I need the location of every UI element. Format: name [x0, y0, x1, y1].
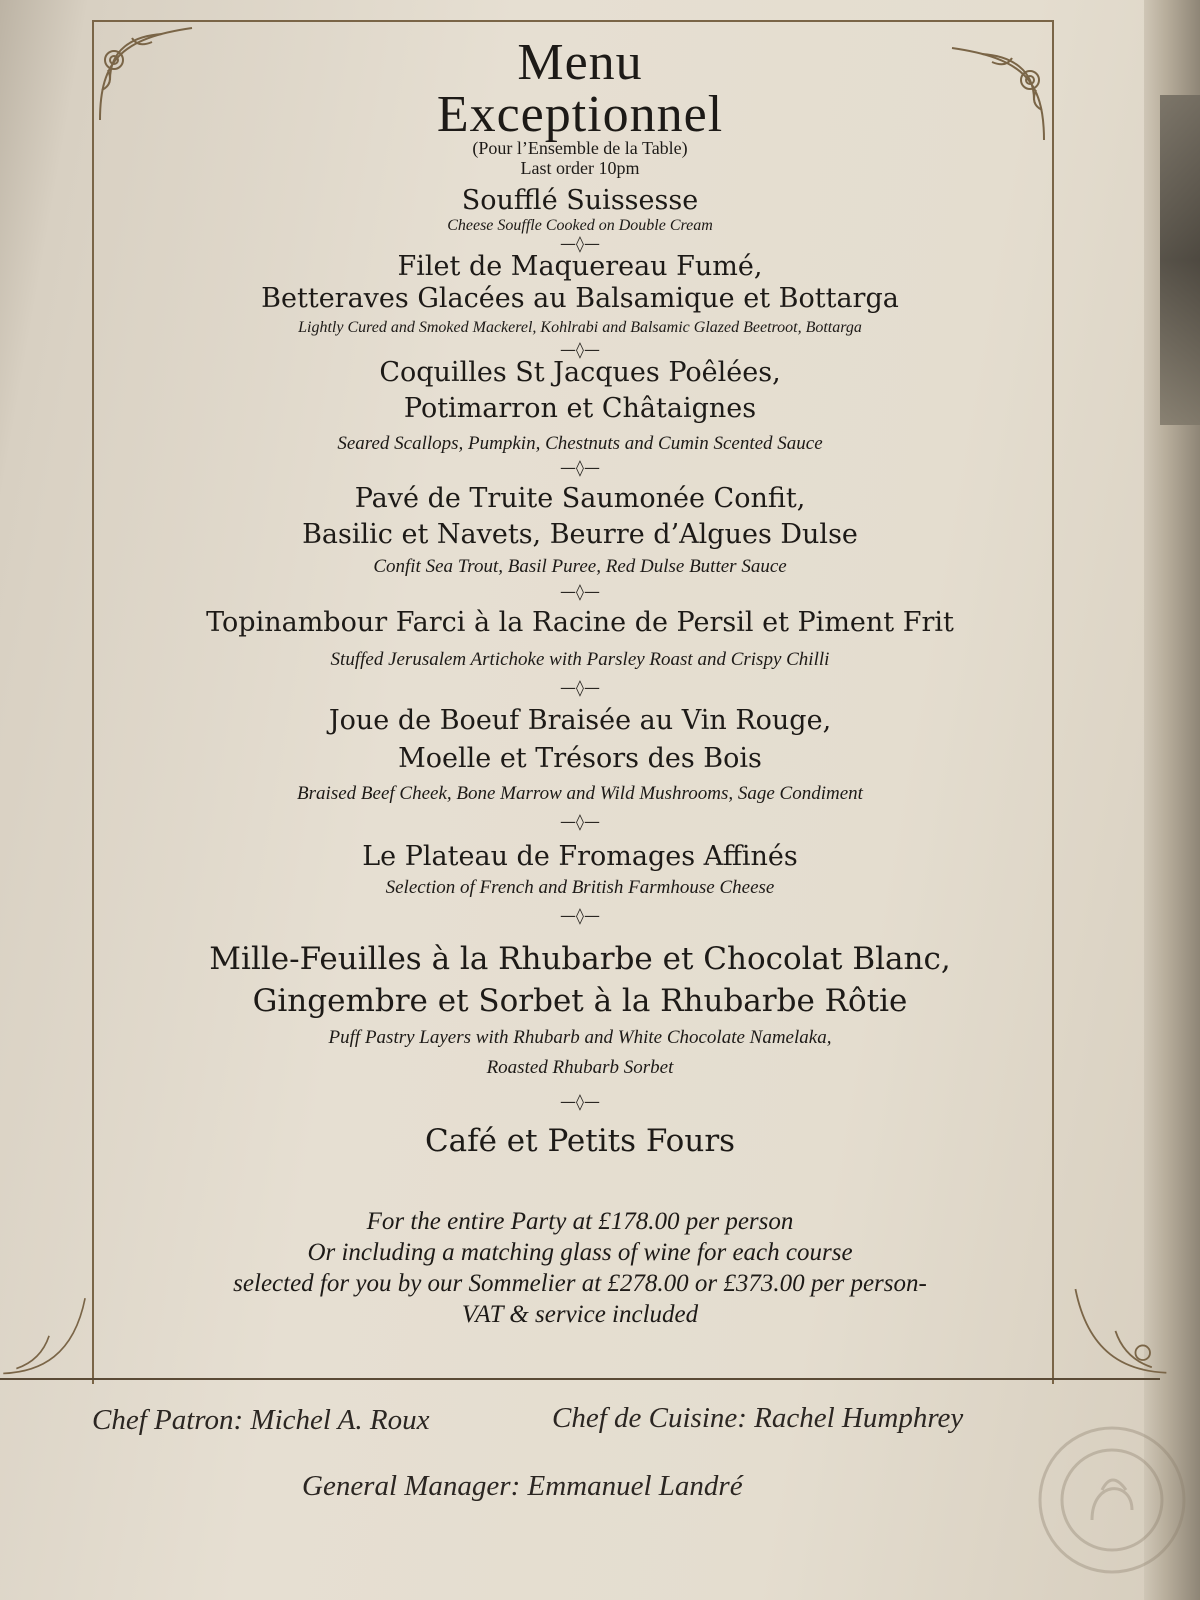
course-divider-icon: —◊— [560, 678, 600, 697]
course-6-french-line1: Joue de Boeuf Braisée au Vin Rouge, [328, 705, 832, 736]
course-5-english: Stuffed Jerusalem Artichoke with Parsley Roast and Crispy Chilli [330, 649, 830, 670]
course-9-french: Café et Petits Fours [424, 1123, 736, 1159]
course-6-english: Braised Beef Cheek, Bone Marrow and Wild Mushrooms, Sage Condiment [297, 783, 863, 804]
pricing-line-2: Or including a matching glass of wine for each course [307, 1239, 853, 1266]
course-8-french-line2: Gingembre et Sorbet à la Rhubarbe Rôtie [252, 983, 908, 1019]
course-2-french-line2: Betteraves Glacées au Balsamique et Bottarga [261, 283, 899, 314]
course-8-english-line1: Puff Pastry Layers with Rhubarb and White Chocolate Namelaka, [328, 1027, 832, 1048]
course-2-french-line1: Filet de Maquereau Fumé, [397, 251, 763, 282]
course-1-french: Soufflé Suissesse [461, 185, 699, 216]
course-divider-icon: —◊— [560, 582, 600, 601]
course-1-english: Cheese Souffle Cooked on Double Cream [447, 217, 713, 234]
course-4-english: Confit Sea Trout, Basil Puree, Red Dulse Butter Sauce [373, 556, 787, 577]
pricing-line-1: For the entire Party at £178.00 per person [366, 1208, 794, 1235]
course-divider-icon: —◊— [560, 234, 600, 253]
corner-ornament-bottom-left-icon [0, 1290, 90, 1380]
course-3-french-line2: Potimarron et Châtaignes [403, 393, 757, 424]
course-divider-icon: —◊— [560, 812, 600, 831]
menu-subtitle: (Pour l’Ensemble de la Table) [472, 138, 688, 158]
embossed-seal-icon [1032, 1420, 1192, 1580]
course-4-french-line1: Pavé de Truite Saumonée Confit, [354, 483, 806, 514]
course-divider-icon: —◊— [560, 906, 600, 925]
last-order-note: Last order 10pm [520, 158, 640, 178]
course-7-english: Selection of French and British Farmhouse Cheese [385, 877, 775, 898]
frame-bottom-rule [0, 1378, 1160, 1380]
course-3-french-line1: Coquilles St Jacques Poêlées, [379, 357, 781, 388]
course-divider-icon: —◊— [560, 340, 600, 359]
corner-ornament-bottom-right-icon [1070, 1280, 1170, 1380]
course-divider-icon: —◊— [560, 458, 600, 477]
pricing-line-3: selected for you by our Sommelier at £278.00 or £373.00 per person- [233, 1270, 927, 1297]
course-4-french-line2: Basilic et Navets, Beurre d’Algues Dulse [302, 519, 858, 550]
general-manager: General Manager: Emmanuel Landré [302, 1470, 743, 1502]
background-shadow [1160, 95, 1200, 425]
course-5-french: Topinambour Farci à la Racine de Persil et Piment Frit [206, 607, 954, 638]
course-divider-icon: —◊— [560, 1092, 600, 1111]
pricing-line-4: VAT & service included [461, 1301, 699, 1328]
chef-de-cuisine: Chef de Cuisine: Rachel Humphrey [552, 1402, 964, 1434]
course-2-english: Lightly Cured and Smoked Mackerel, Kohlrabi and Balsamic Glazed Beetroot, Bottarga [298, 319, 862, 336]
menu-title-line1: Menu [517, 34, 643, 91]
course-7-french: Le Plateau de Fromages Affinés [362, 841, 798, 872]
course-8-english-line2: Roasted Rhubarb Sorbet [486, 1057, 674, 1078]
menu-title-line2: Exceptionnel [436, 86, 724, 143]
course-3-english: Seared Scallops, Pumpkin, Chestnuts and Cumin Scented Sauce [337, 433, 823, 454]
course-6-french-line2: Moelle et Trésors des Bois [398, 743, 762, 774]
course-8-french-line1: Mille-Feuilles à la Rhubarbe et Chocolat Blanc, [209, 941, 951, 977]
chef-patron: Chef Patron: Michel A. Roux [92, 1404, 430, 1436]
